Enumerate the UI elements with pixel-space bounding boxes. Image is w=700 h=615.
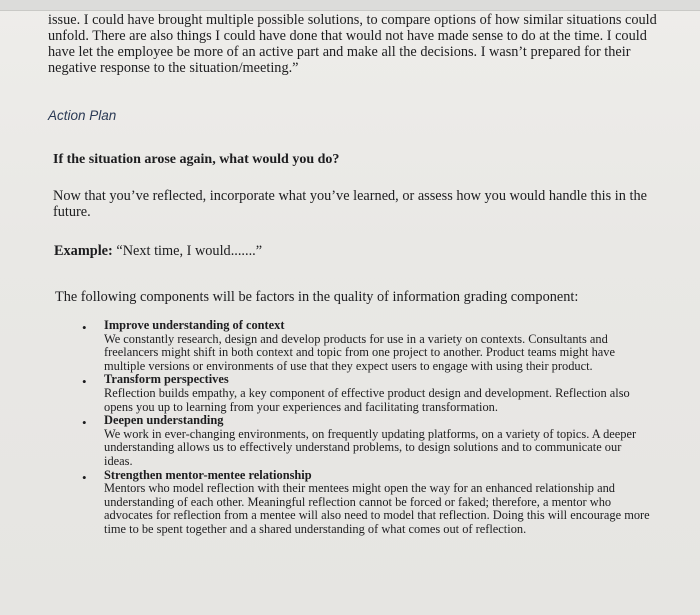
bullet-icon: • [82,469,87,485]
component-body: We constantly research, design and develop products for use in a variety on contexts. Consultants and freelancers might shift in both context and topic from one project to another. Product teams might have multiple versions or environments of use that they expect users to engage with using their product. [104,331,615,373]
list-item [76,373,651,414]
bullet-icon: • [82,415,87,431]
component-title: Transform perspectives [104,372,229,387]
list-item [76,414,651,468]
example-label: Example: [54,243,113,259]
example-line [54,243,674,259]
list-item [76,319,651,373]
question-heading: If the situation arose again, what would you do? [53,152,340,167]
action-plan-heading: Action Plan [48,108,117,123]
bullet-icon: • [82,320,87,335]
intro-paragraph: issue. I could have brought multiple possible solutions, to compare options of how similar situations could unfold. There are also things I could have done that would not have made sense to do at the time. I could have let the employee be more of an active part and make all the decisions. I wasn’t prepared for their negative response to the situation/meeting.” [48,12,657,76]
component-title: Improve understanding of context [104,318,285,332]
example-text: “Next time, I would.......” [112,243,263,259]
bullet-icon: • [82,374,87,390]
components-list [76,319,651,537]
component-body: Mentors who model reflection with their mentees might open the way for an enhanced relationship and understanding of each other. Meaningful reflection cannot be forced or faked; therefore, a mentor who advocates for reflection from a mentee will also need to model that reflection. Doing this will encourage more time to be spent together and a shared understanding of what comes out of reflection. [104,481,650,536]
component-body: Reflection builds empathy, a key component of effective product design and development. Reflection also opens you up to learning from your experiences and facilitating transformation. [104,385,630,414]
component-title: Strengthen mentor-mentee relationship [104,467,312,482]
components-intro: The following components will be factors in the quality of information grading component: [55,289,579,305]
page-top-edge [0,0,700,11]
list-item [76,469,651,537]
component-title: Deepen understanding [104,413,224,428]
component-body: We work in ever-changing environments, on frequently updating platforms, on a variety of topics. A deeper understanding allows us to effectively understand problems, to design solutions and to communicate our ideas. [104,426,637,468]
reflect-paragraph: Now that you’ve reflected, incorporate what you’ve learned, or assess how you would handle this in the future. [53,188,647,220]
